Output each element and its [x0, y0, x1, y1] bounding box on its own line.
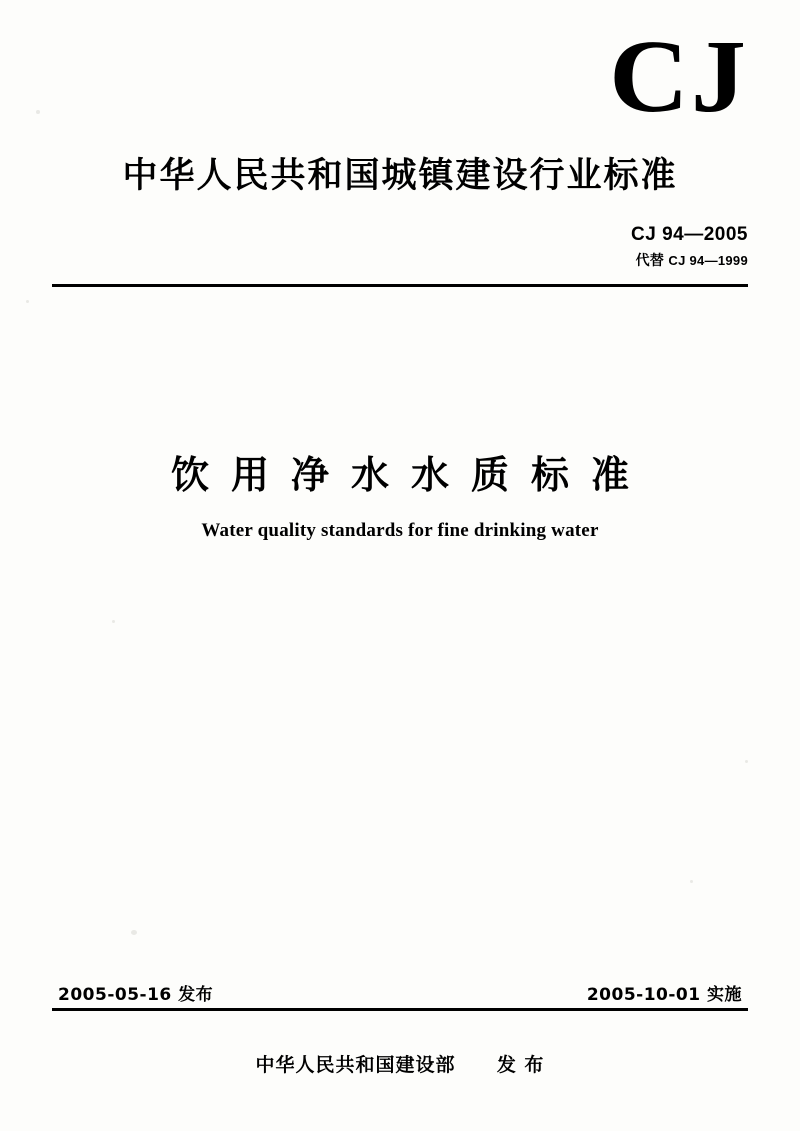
- scan-speckle-icon: [36, 110, 40, 114]
- standard-replaces-prefix: 代替: [635, 252, 665, 268]
- effective-date: 2005-10-01 实施: [586, 985, 742, 1005]
- standard-replaces-number: CJ 94—1999: [668, 253, 748, 268]
- issuing-authority-action: 发 布: [496, 1054, 545, 1076]
- scan-speckle-icon: [131, 930, 137, 935]
- issuing-authority: [0, 1050, 800, 1077]
- cj-logo-block: [609, 19, 748, 134]
- scan-speckle-icon: [26, 300, 29, 303]
- scan-speckle-icon: [112, 620, 115, 623]
- standard-replaces: [636, 250, 748, 270]
- standard-number: CJ 94—2005: [631, 224, 748, 245]
- scan-speckle-icon: [745, 760, 748, 763]
- page-title: 饮用净水水质标准: [170, 453, 651, 497]
- issuing-authority-name: 中华人民共和国建设部: [255, 1054, 456, 1076]
- header-divider-rule: [52, 284, 748, 287]
- issue-date: 2005-05-16 发布: [58, 985, 214, 1005]
- scan-speckle-icon: [690, 880, 693, 883]
- page-header-title: 中华人民共和国城镇建设行业标准: [122, 156, 678, 196]
- page-subtitle-english: Water quality standards for fine drinking water: [201, 520, 599, 541]
- footer-divider-rule: [52, 1008, 748, 1011]
- cj-logo-text: CJ: [609, 19, 748, 134]
